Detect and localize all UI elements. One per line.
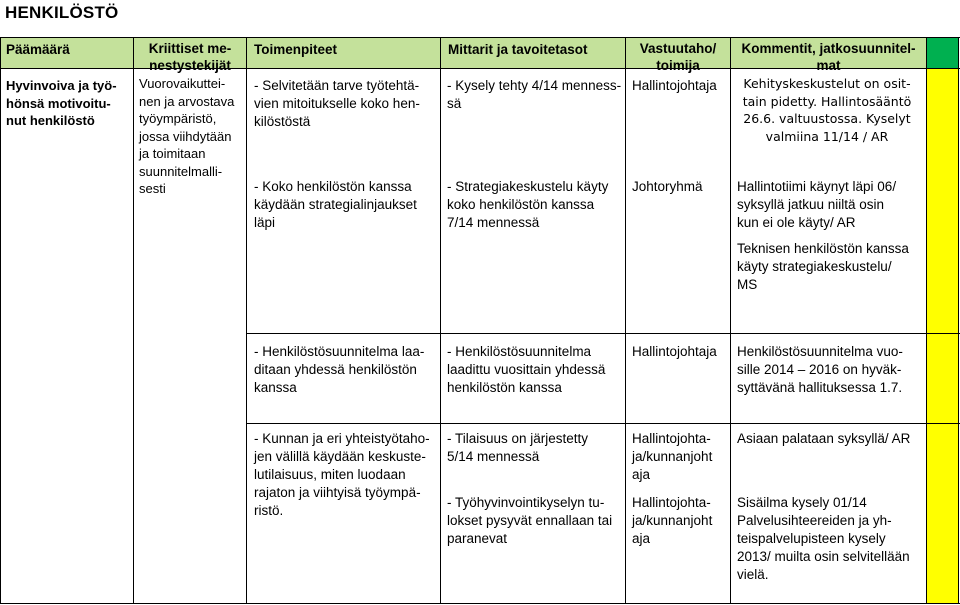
status-column-yellow bbox=[926, 68, 958, 603]
metric-cell-3: - Henkilöstösuunnitelma laadittu vuosittain yhdessä henkilöstön kanssa bbox=[447, 344, 606, 395]
responsible-cell-2: Johtoryhmä bbox=[632, 179, 703, 194]
header-actions: Toimenpiteet bbox=[254, 42, 338, 57]
comment-cell-4: Asiaan palataan syksyllä/ AR bbox=[737, 431, 911, 446]
page-title: HENKILÖSTÖ bbox=[5, 3, 119, 22]
action-cell-4: - Kunnan ja eri yhteistyötaho- jen välillä käydään keskuste- lutilaisuus, miten luodaan rajaton ja viihtyisä työympä- ristö. bbox=[254, 431, 430, 518]
metric-cell-1: - Kysely tehty 4/14 menness- sä bbox=[447, 78, 622, 111]
action-cell-1: - Selvitetään tarve työtehtä- vien mitoitukselle koko hen- kilöstöstä bbox=[254, 78, 420, 129]
metric-cell-4: - Tilaisuus on järjestetty 5/14 mennessä bbox=[447, 431, 589, 464]
responsible-cell-4: Hallintojohta- ja/kunnanjoht aja bbox=[632, 431, 713, 482]
header-goal: Päämäärä bbox=[6, 42, 70, 57]
comment-cell-2b: Teknisen henkilöstön kanssa käyty strategiakeskustelu/ MS bbox=[737, 241, 909, 292]
comment-cell-1: Kehityskeskustelut on osit- tain pidetty. Hallintosääntö 26.6. valtuustossa. Kyselyt valmiina 11/14 / AR bbox=[742, 76, 912, 144]
header-critical-factors: Kriittiset me- nestystekijät bbox=[148, 41, 232, 73]
responsible-cell-4b: Hallintojohta- ja/kunnanjoht aja bbox=[632, 495, 713, 546]
metric-cell-4b: - Työhyvinvointikyselyn tu- lokset pysyvät ennallaan tai paranevat bbox=[447, 495, 613, 546]
header-comments: Kommentit, jatkosuunnitel- mat bbox=[741, 41, 916, 73]
critical-factor-cell: Vuorovaikuttei- nen ja arvostava työympäristö, jossa viihdytään ja toimitaan suunnitelmalli- sesti bbox=[139, 76, 235, 196]
responsible-cell-1: Hallintojohtaja bbox=[632, 78, 717, 93]
action-cell-2: - Koko henkilöstön kanssa käydään strategialinjaukset läpi bbox=[254, 179, 417, 230]
comment-cell-2: Hallintotiimi käynyt läpi 06/ syksyllä jatkuu niiltä osin kun ei ole käyty/ AR bbox=[737, 179, 897, 230]
header-responsible: Vastuutaho/ toimija bbox=[639, 41, 717, 73]
comment-cell-4b: Sisäilma kysely 01/14 Palvelusihteereiden ja yh- teispalvelupisteen kysely 2013/ muilta osin selvitellään vielä. bbox=[737, 495, 910, 582]
goal-cell: Hyvinvoiva ja työ- hönsä motivoitu- nut henkilöstö bbox=[6, 78, 117, 128]
responsible-cell-3: Hallintojohtaja bbox=[632, 344, 717, 359]
action-cell-3: - Henkilöstösuunnitelma laa- ditaan yhdessä henkilöstön kanssa bbox=[254, 344, 425, 395]
metric-cell-2: - Strategiakeskustelu käyty koko henkilöstön kanssa 7/14 mennessä bbox=[447, 179, 609, 230]
comment-cell-3: Henkilöstösuunnitelma vuo- sille 2014 – 2016 on hyväk- syttävänä hallituksessa 1.7. bbox=[737, 344, 903, 395]
header-metrics: Mittarit ja tavoitetasot bbox=[448, 42, 588, 57]
